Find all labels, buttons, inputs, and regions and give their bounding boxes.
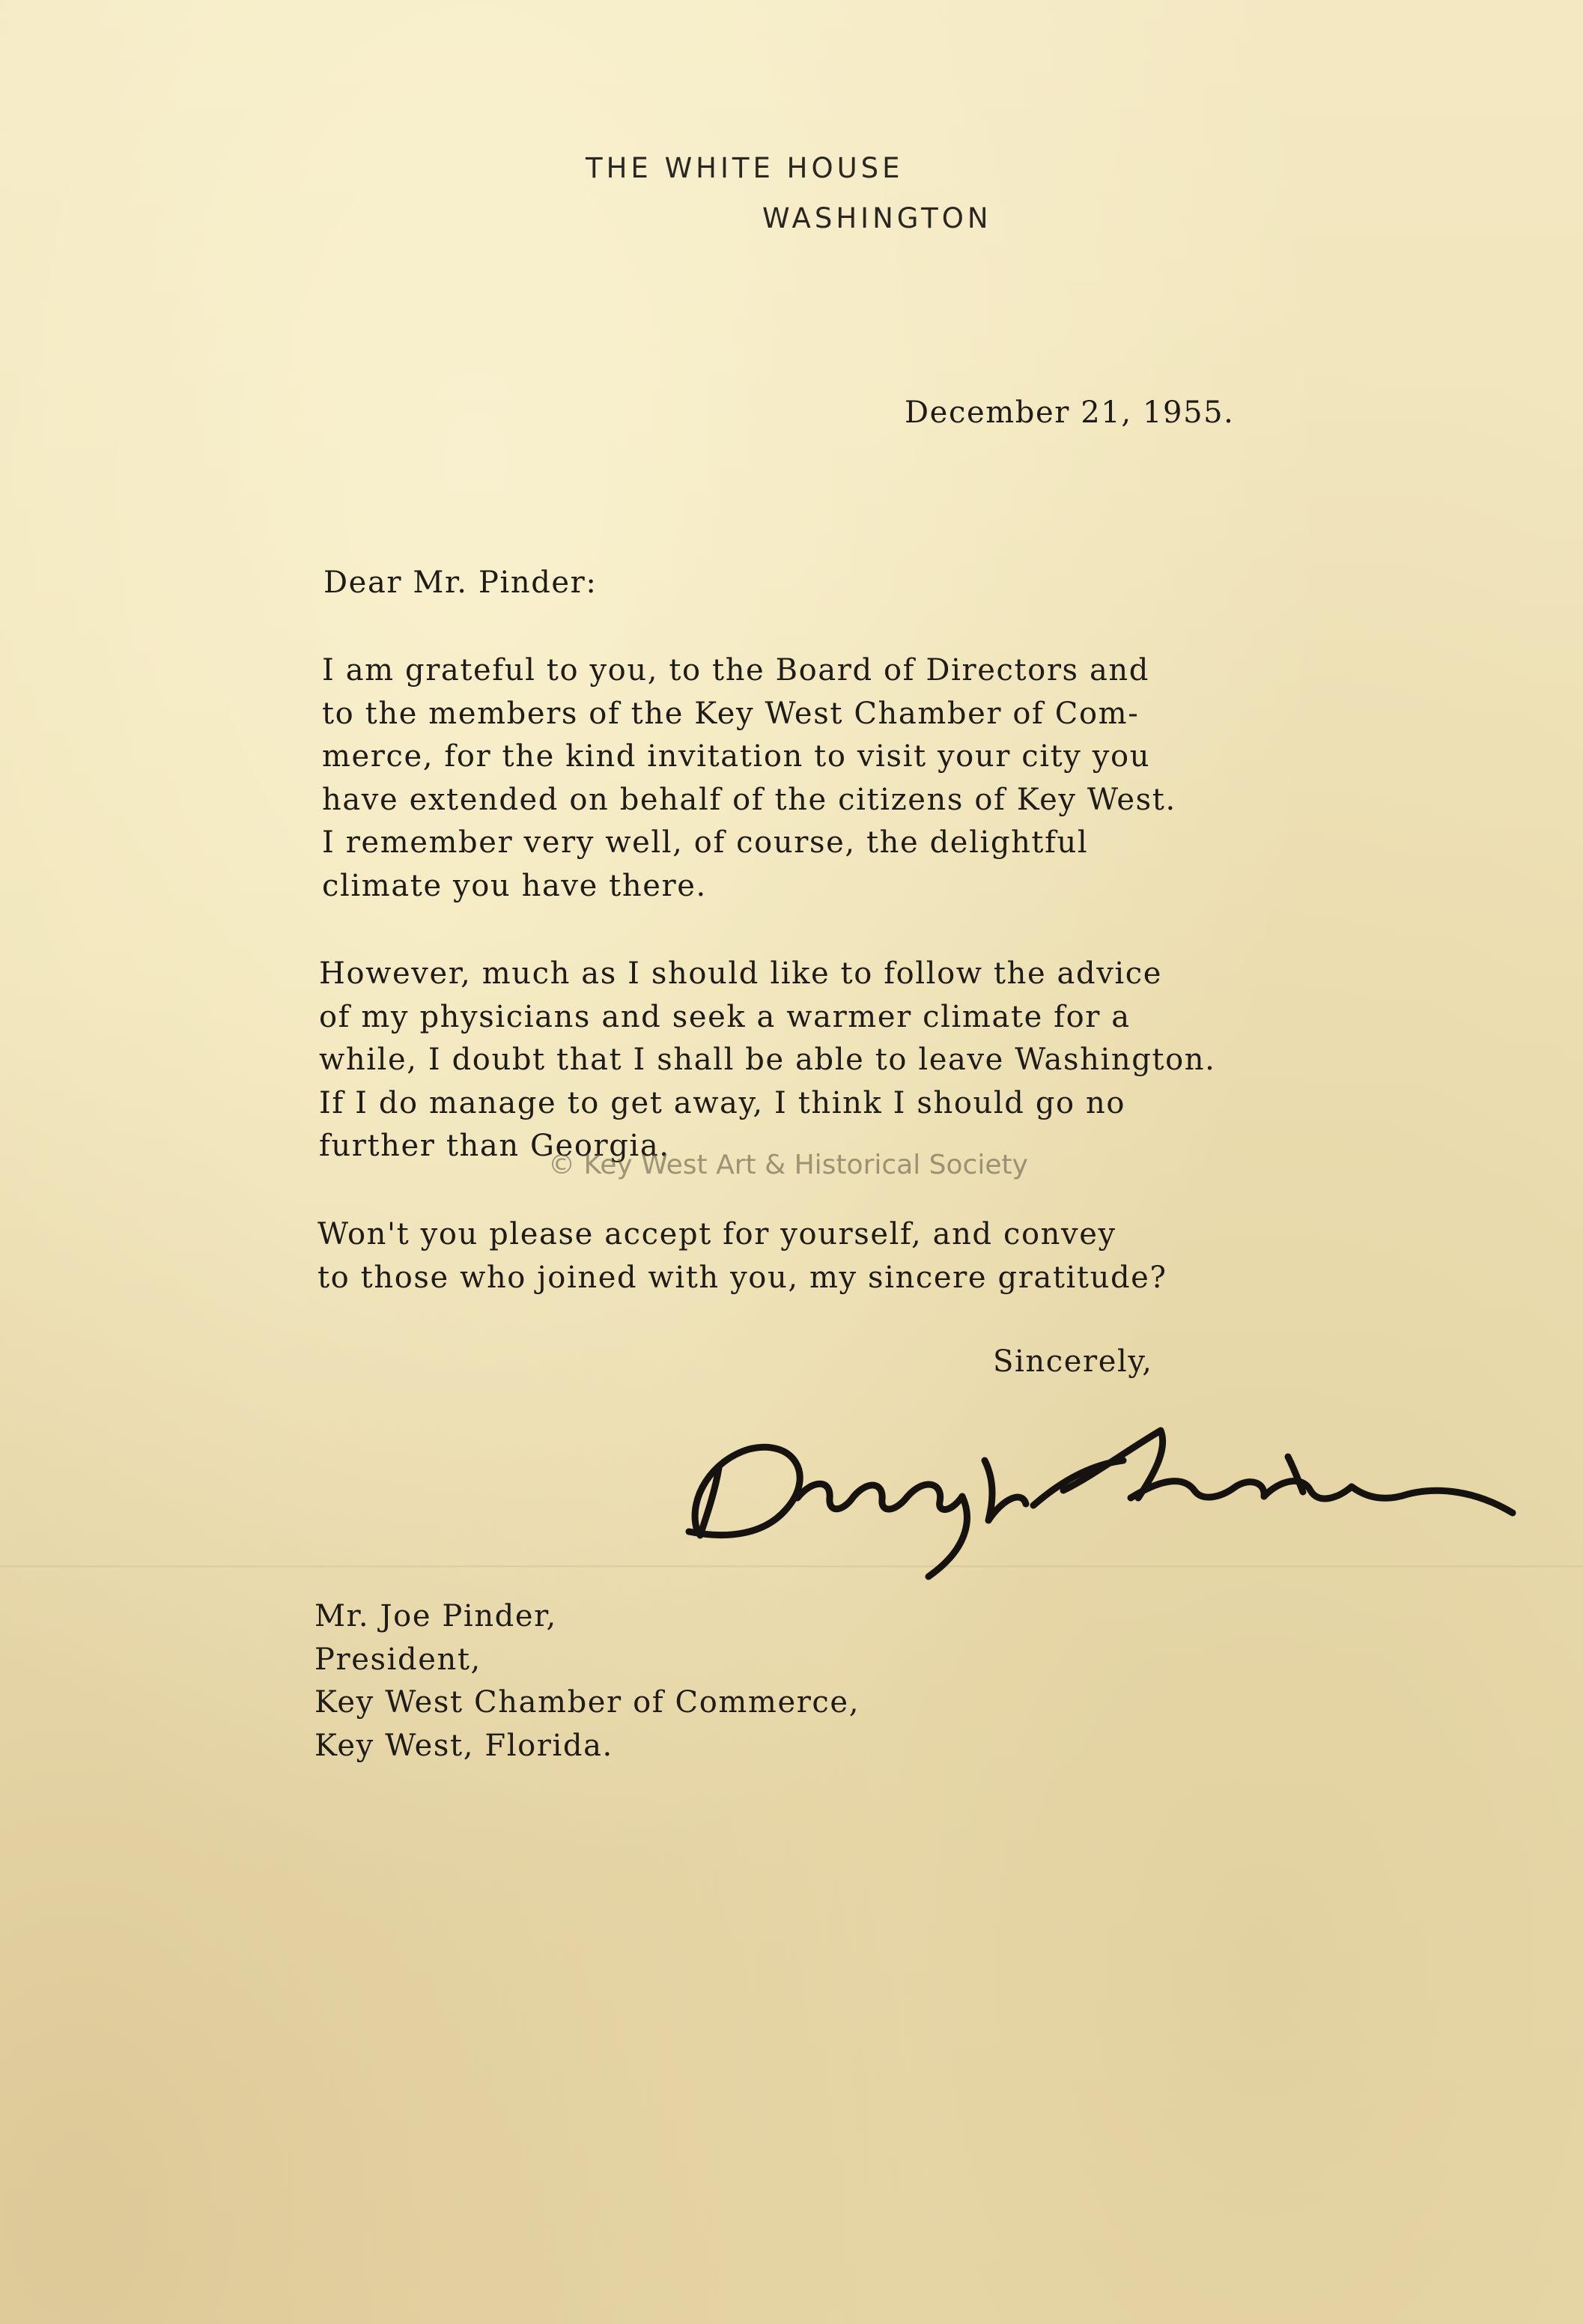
recipient-block xyxy=(315,1595,860,1768)
recipient-organization: Key West Chamber of Commerce, xyxy=(315,1685,860,1720)
signature-image xyxy=(644,1408,1543,1588)
paragraph-1 xyxy=(322,649,1176,908)
letterhead-city: WASHINGTON xyxy=(762,202,992,234)
paragraph-line: of my physicians and seek a warmer climate for a xyxy=(319,999,1131,1034)
recipient-title: President, xyxy=(315,1642,481,1677)
copyright-watermark: © Key West Art & Historical Society xyxy=(548,1150,1028,1180)
paragraph-line: while, I doubt that I shall be able to leave Washington. xyxy=(319,1043,1216,1077)
paragraph-line: I am grateful to you, to the Board of Directors and xyxy=(322,653,1149,688)
paragraph-line: to those who joined with you, my sincere gratitude? xyxy=(317,1260,1167,1295)
letter-date: December 21, 1955. xyxy=(905,395,1235,430)
paragraph-2 xyxy=(319,953,1215,1168)
paragraph-line: If I do manage to get away, I think I should go no xyxy=(319,1085,1126,1120)
paragraph-line: have extended on behalf of the citizens of Key West. xyxy=(322,782,1176,817)
paragraph-line: to the members of the Key West Chamber of Com- xyxy=(322,696,1140,731)
closing: Sincerely, xyxy=(993,1344,1153,1379)
recipient-name: Mr. Joe Pinder, xyxy=(315,1599,557,1633)
letterhead-title: THE WHITE HOUSE xyxy=(586,152,904,184)
paragraph-line: However, much as I should like to follow the advice xyxy=(319,956,1163,991)
paragraph-line: further than Georgia. xyxy=(319,1129,670,1163)
paragraph-line: I remember very well, of course, the delightful xyxy=(322,825,1089,860)
paragraph-3 xyxy=(317,1213,1167,1299)
salutation: Dear Mr. Pinder: xyxy=(323,565,598,600)
paragraph-line: Won't you please accept for yourself, and convey xyxy=(317,1217,1116,1251)
recipient-location: Key West, Florida. xyxy=(315,1728,613,1763)
paragraph-line: merce, for the kind invitation to visit your city you xyxy=(322,739,1151,774)
paragraph-line: climate you have there. xyxy=(322,868,707,903)
